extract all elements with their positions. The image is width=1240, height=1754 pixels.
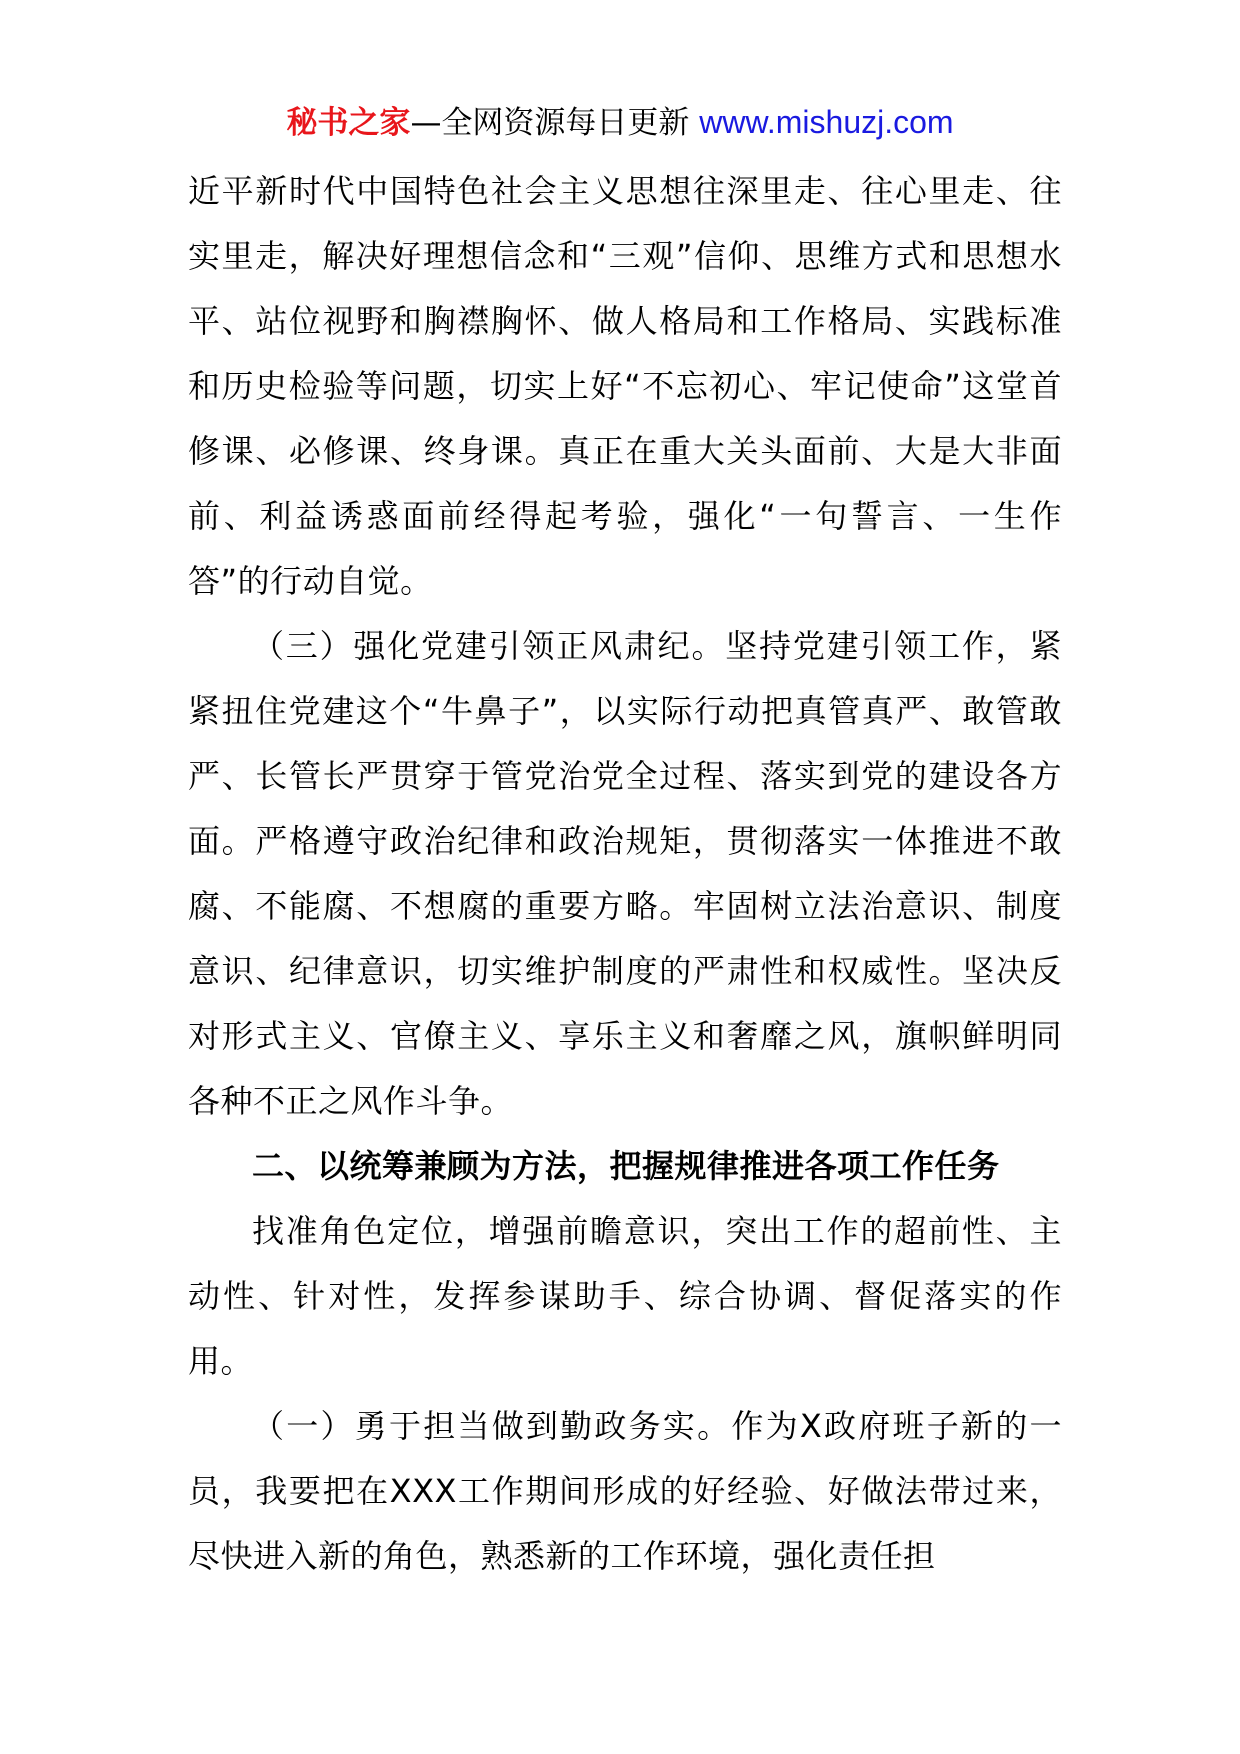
paragraph-section-three: （三）强化党建引领正风肃纪。坚持党建引领工作，紧紧扭住党建这个“牛鼻子”，以实际行动把真管真严、敢管敢严、长管长严贯穿于管党治党全过程、落实到党的建设各方面。严格遵守政治纪律和政治规矩，贯彻落实一体推进不敢腐、不能腐、不想腐的重要方略。牢固树立法治意识、制度意识、纪律意识，切实维护制度的严肃性和权威性。坚决反对形式主义、官僚主义、享乐主义和奢靡之风，旗帜鲜明同各种不正之风作斗争。 (188, 627, 1062, 1120)
site-url-link[interactable]: www.mishuzj.com (699, 104, 954, 140)
paragraph-section-one: （一）勇于担当做到勤政务实。作为X政府班子新的一员，我要把在XXX工作期间形成的好经验、好做法带过来，尽快进入新的角色，熟悉新的工作环境，强化责任担 (188, 1407, 1062, 1575)
paragraph-continued: 近平新时代中国特色社会主义思想往深里走、往心里走、往实里走，解决好理想信念和“三观”信仰、思维方式和思想水平、站位视野和胸襟胸怀、做人格局和工作格局、实践标准和历史检验等问题，切实上好“不忘初心、牢记使命”这堂首修课、必修课、终身课。真正在重大关头面前、大是大非面前、利益诱惑面前经得起考验，强化“一句誓言、一生作答”的行动自觉。 (188, 172, 1062, 600)
site-brand: 秘书之家 (286, 105, 411, 141)
paragraph-role-positioning: 找准角色定位，增强前瞻意识，突出工作的超前性、主动性、针对性，发挥参谋助手、综合协调、督促落实的作用。 (188, 1212, 1062, 1380)
section-heading-two: 二、以统筹兼顾为方法，把握规律推进各项工作任务 (252, 1147, 1000, 1185)
document-body (188, 159, 1062, 1589)
site-header (0, 100, 1240, 145)
site-tagline: —全网资源每日更新 (410, 105, 690, 141)
